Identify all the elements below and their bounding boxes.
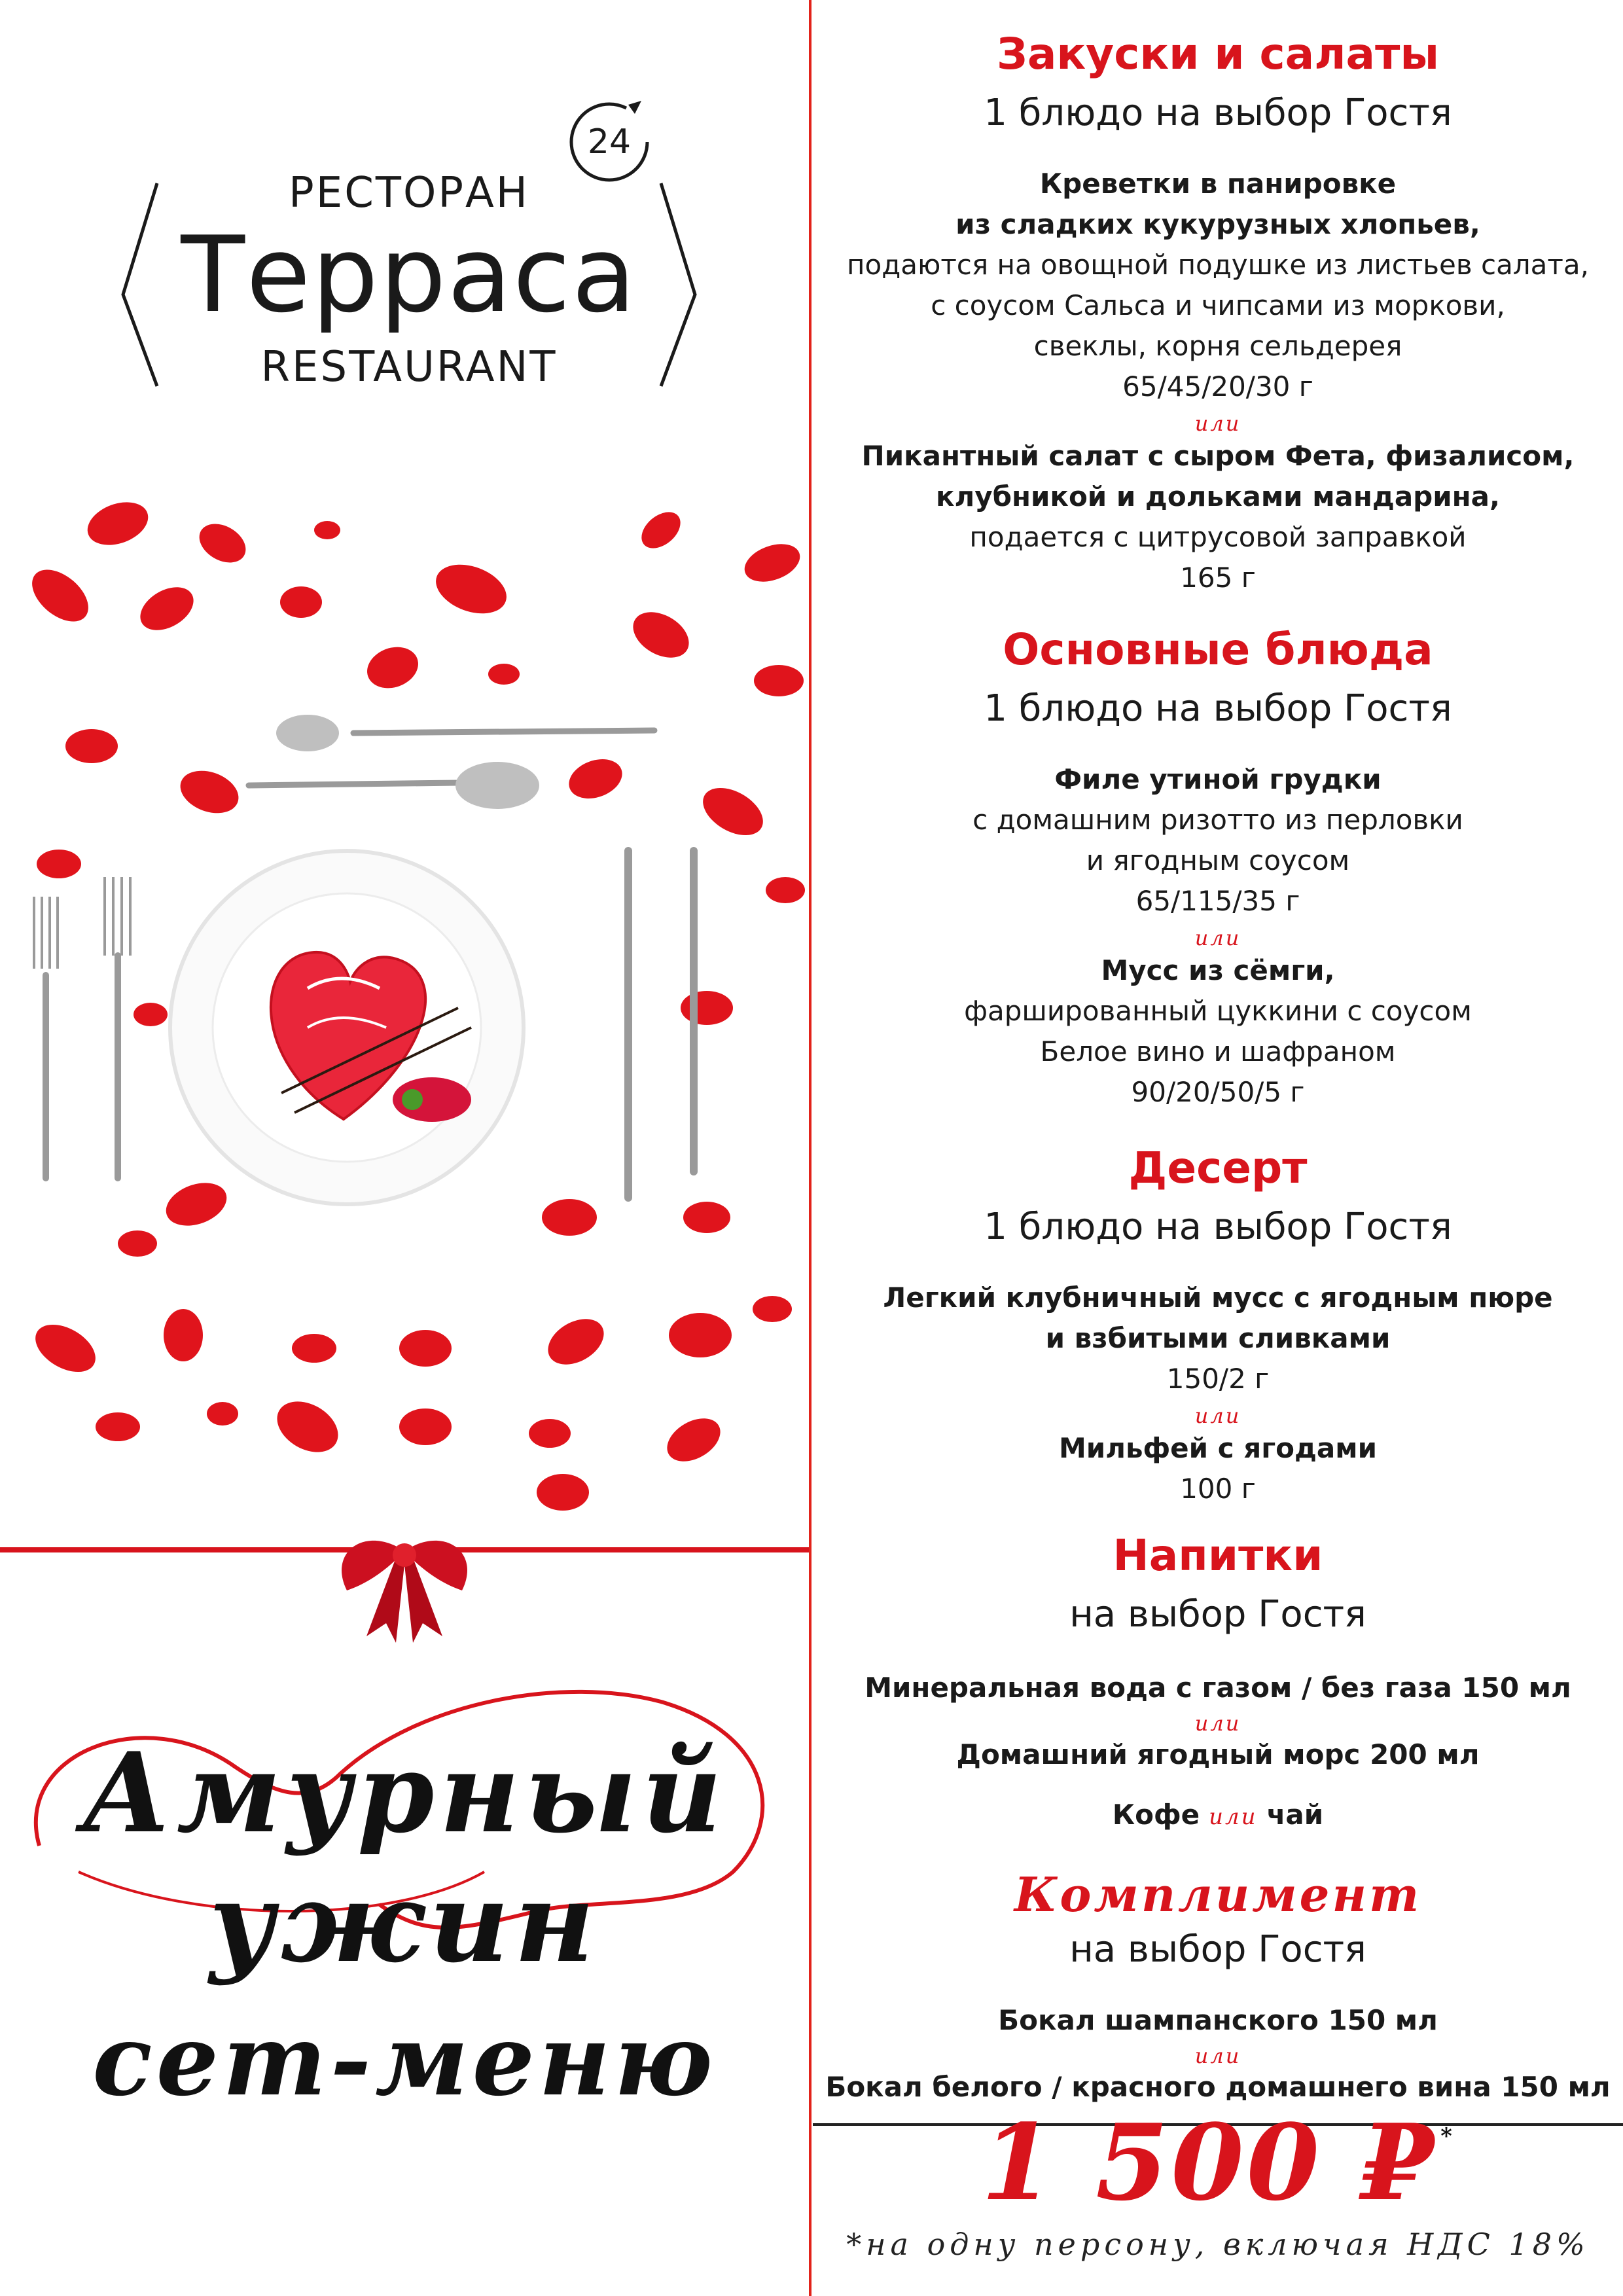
dish-weight: 165 г: [1180, 562, 1256, 594]
left-panel: [0, 0, 809, 2296]
dish-weight: 150/2 г: [1166, 1363, 1270, 1395]
or-separator: или: [1209, 1804, 1258, 1830]
dish-description: подаются на овощной подушке из листьев салата,: [847, 249, 1589, 281]
dish-description: с домашним ризотто из перловки: [972, 804, 1463, 836]
drinks-title: Напитки: [1113, 1530, 1323, 1581]
menu-panel: [813, 0, 1623, 2296]
logo-bottom-text: RESTAURANT: [260, 343, 558, 391]
or-separator: или: [1194, 2043, 1241, 2068]
drink-item: Домашний ягодный морс 200 мл: [956, 1738, 1480, 1770]
tea-label: чай: [1266, 1799, 1324, 1831]
price-footnote-mark: *: [1440, 2123, 1455, 2149]
price: [813, 2101, 1623, 2224]
dish-description: подается с цитрусовой заправкой: [969, 521, 1467, 553]
mains-title: Основные блюда: [1003, 624, 1433, 675]
dish-description: и ягодным соусом: [1086, 844, 1350, 876]
knife-icon: [628, 851, 694, 1198]
dish-name: клубникой и дольками мандарина,: [936, 480, 1500, 512]
compliment-subtitle: на выбор Гостя: [1069, 1928, 1366, 1971]
dish-name: Легкий клубничный мусс с ягодным пюре: [883, 1282, 1553, 1314]
mains-subtitle: 1 блюдо на выбор Гостя: [984, 687, 1452, 730]
compliment-item: Бокал белого / красного домашнего вина 150 мл: [825, 2071, 1611, 2103]
logo-name: Терраса: [181, 213, 637, 336]
dish-name: Мильфей с ягодами: [1058, 1432, 1378, 1464]
set-subtitle: сет-меню: [92, 2003, 717, 2118]
table-setting-illustration: [0, 471, 809, 1518]
dish-weight: 100 г: [1180, 1473, 1256, 1505]
drinks-subtitle: на выбор Гостя: [1069, 1593, 1366, 1636]
set-title: Амурный ужин: [81, 1728, 728, 1987]
dish-description: Белое вино и шафраном: [1040, 1035, 1396, 1067]
dish-weight: 65/115/35 г: [1135, 885, 1300, 917]
fork-icon: [46, 956, 118, 1178]
dish-name: и взбитыми сливками: [1045, 1322, 1391, 1354]
or-separator: или: [1194, 925, 1241, 950]
dessert-subtitle: 1 блюдо на выбор Гостя: [984, 1206, 1452, 1248]
logo-badge-24: 24: [587, 122, 632, 162]
dish-name: Мусс из сёмги,: [1101, 954, 1335, 986]
price-value: 1 500 ₽: [981, 2101, 1437, 2224]
dish-description: фаршированный цуккини с соусом: [964, 995, 1472, 1027]
dessert-title: Десерт: [1128, 1143, 1308, 1193]
dish-weight: 65/45/20/30 г: [1122, 370, 1313, 403]
logo-top-text: РЕСТОРАН: [289, 169, 529, 217]
dish-name: Пикантный салат с сыром Фета, физалисом,: [861, 440, 1575, 472]
coffee-or-tea: [813, 1799, 1623, 1831]
appetizers-subtitle: 1 блюдо на выбор Гостя: [984, 92, 1452, 134]
or-separator: или: [1194, 411, 1241, 436]
dish-name: Креветки в панировке: [1039, 168, 1397, 200]
dish-description: с соусом Сальса и чипсами из моркови,: [931, 289, 1505, 321]
or-separator: или: [1194, 1711, 1241, 1736]
price-note: *на одну персону, включая НДС 18%: [846, 2227, 1590, 2262]
drink-item: Минеральная вода с газом / без газа 150 мл: [865, 1672, 1571, 1704]
dish-name: из сладких кукурузных хлопьев,: [955, 208, 1480, 240]
dish-weight: 90/20/50/5 г: [1131, 1076, 1305, 1108]
restaurant-logo: [111, 92, 707, 406]
dish-description: свеклы, корня сельдерея: [1033, 330, 1402, 362]
compliment-title: Комплимент: [1014, 1867, 1422, 1922]
column-divider: [809, 0, 812, 2296]
appetizers-title: Закуски и салаты: [996, 29, 1440, 79]
or-separator: или: [1194, 1403, 1241, 1428]
ribbon-bow-icon: [0, 1538, 809, 1649]
compliment-item: Бокал шампанского 150 мл: [998, 2004, 1438, 2036]
dish-name: Филе утиной грудки: [1054, 763, 1382, 795]
coffee-label: Кофе: [1112, 1799, 1200, 1831]
